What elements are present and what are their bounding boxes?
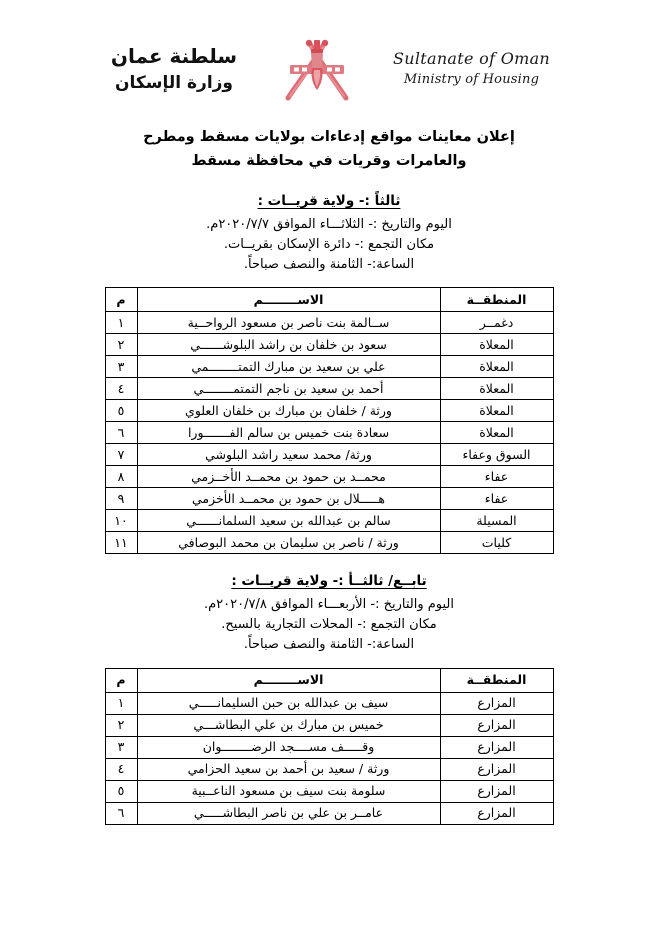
letterhead-english-line2: Ministry of Housing	[403, 72, 540, 88]
table-row	[105, 488, 553, 510]
cell-region: كليات	[440, 532, 553, 554]
page-title-line1: إعلان معاينات مواقع إدعاءات بولايات مسقط ومطرح	[143, 129, 515, 145]
cell-number: ٩	[105, 488, 137, 510]
cell-region: المعلاة	[440, 378, 553, 400]
table-row	[105, 422, 553, 444]
cell-region: السوق وعفاء	[440, 444, 553, 466]
section-1-gathering-place: مكان التجمع :- دائرة الإسكان بقريــات.	[223, 236, 435, 252]
section-1-day-and-date: اليوم والتاريخ :- الثلاثـــاء الموافق ٢٠٢٠/٧/٧م.	[206, 216, 452, 232]
section-2-table-wrapper	[0, 668, 658, 825]
col-header-name: الاســــــــم	[137, 668, 440, 692]
cell-number: ٨	[105, 466, 137, 488]
claims-table-qurayyat-day2	[105, 668, 554, 825]
cell-region: المزارع	[440, 802, 553, 824]
cell-number: ١٠	[105, 510, 137, 532]
cell-name: سالم بن عبدالله بن سعيد السلمانــــــي	[137, 510, 440, 532]
section-2-details	[0, 595, 658, 655]
table-row	[105, 802, 553, 824]
oman-national-emblem-khanjar-icon	[280, 34, 354, 104]
col-header-number: م	[105, 668, 137, 692]
col-header-number: م	[105, 288, 137, 312]
table-row	[105, 356, 553, 378]
cell-name: أحمد بن سعيد بن ناجم التمتمــــــــي	[137, 378, 440, 400]
letterhead-english	[372, 48, 572, 89]
cell-region: المعلاة	[440, 400, 553, 422]
cell-region: المزارع	[440, 692, 553, 714]
section-2-gathering-place: مكان التجمع :- المحلات التجارية بالسيح.	[221, 617, 437, 633]
letterhead-english-line1: Sultanate of Oman	[392, 49, 551, 69]
page-title	[0, 126, 658, 174]
cell-number: ١١	[105, 532, 137, 554]
col-header-region: المنطقــة	[440, 668, 553, 692]
cell-number: ٥	[105, 400, 137, 422]
cell-region: المزارع	[440, 758, 553, 780]
cell-number: ٤	[105, 378, 137, 400]
cell-number: ٢	[105, 714, 137, 736]
cell-number: ٣	[105, 736, 137, 758]
cell-name: سلومة بنت سيف بن مسعود الناعــبية	[137, 780, 440, 802]
cell-region: المزارع	[440, 780, 553, 802]
table-body-1	[105, 312, 553, 554]
table-row	[105, 758, 553, 780]
col-header-region: المنطقــة	[440, 288, 553, 312]
cell-number: ٦	[105, 802, 137, 824]
cell-region: المعلاة	[440, 356, 553, 378]
table-row	[105, 400, 553, 422]
cell-region: المزارع	[440, 736, 553, 758]
table-row	[105, 736, 553, 758]
table-row	[105, 780, 553, 802]
cell-region: المزارع	[440, 714, 553, 736]
cell-name: ورثة/ محمد سعيد راشد البلوشي	[137, 444, 440, 466]
cell-name: علي بن سعيد بن مبارك التمتــــــــمي	[137, 356, 440, 378]
letterhead-arabic	[87, 41, 262, 97]
cell-region: المعلاة	[440, 334, 553, 356]
cell-name: محمــد بن حمود بن محمــد الأخــزمي	[137, 466, 440, 488]
table-row	[105, 466, 553, 488]
table-row	[105, 714, 553, 736]
cell-number: ٦	[105, 422, 137, 444]
cell-name: سيف بن عبدالله بن حبن السليمانـــــي	[137, 692, 440, 714]
cell-region: المعلاة	[440, 422, 553, 444]
letterhead-arabic-line1: سلطنة عمان	[110, 44, 238, 69]
cell-number: ١	[105, 312, 137, 334]
section-1-details	[0, 215, 658, 275]
page-title-line2: والعامرات وقريات في محافظة مسقط	[191, 152, 467, 169]
cell-region: دغمــر	[440, 312, 553, 334]
table-row	[105, 312, 553, 334]
col-header-name: الاســــــــم	[137, 288, 440, 312]
table-row	[105, 334, 553, 356]
cell-name: سعادة بنت خميس بن سالم الفـــــــورا	[137, 422, 440, 444]
cell-number: ٣	[105, 356, 137, 378]
section-1-table-wrapper	[0, 287, 658, 554]
cell-name: عامــر بن علي بن ناصر البطاشـــــي	[137, 802, 440, 824]
cell-number: ٥	[105, 780, 137, 802]
cell-name: ورثة / خلفان بن مبارك بن خلفان العلوي	[137, 400, 440, 422]
cell-name: وقـــــف مســــجد الرضــــــــوان	[137, 736, 440, 758]
cell-name: خميس بن مبارك بن علي البطاشـــي	[137, 714, 440, 736]
letterhead-arabic-line2: وزارة الإسكان	[114, 73, 233, 94]
section-2-day-and-date: اليوم والتاريخ :- الأربعـــاء الموافق ٢٠٢٠/٧/٨م.	[203, 597, 455, 613]
cell-number: ٤	[105, 758, 137, 780]
cell-name: هـــــلال بن حمود بن محمــد الأخزمي	[137, 488, 440, 510]
table-body-2	[105, 692, 553, 824]
section-1-meta	[0, 190, 658, 275]
table-row	[105, 532, 553, 554]
cell-region: المسيلة	[440, 510, 553, 532]
cell-name: ورثة / سعيد بن أحمد بن سعيد الحزامي	[137, 758, 440, 780]
cell-region: عفاء	[440, 488, 553, 510]
cell-name: سعود بن خلفان بن راشد البلوشــــــي	[137, 334, 440, 356]
table-row	[105, 692, 553, 714]
cell-number: ٧	[105, 444, 137, 466]
section-1-heading: ثالثاً :- ولاية قريــات :	[257, 192, 401, 209]
table-row	[105, 444, 553, 466]
section-2-time: الساعة:- الثامنة والنصف صباحاً.	[243, 637, 415, 653]
section-1-time: الساعة:- الثامنة والنصف صباحاً.	[243, 257, 415, 273]
section-2-heading: تابــع/ ثالثــأ :- ولاية قريــات :	[231, 573, 427, 590]
table-row	[105, 378, 553, 400]
table-row	[105, 510, 553, 532]
cell-name: ورثة / ناصر بن سليمان بن محمد البوصافي	[137, 532, 440, 554]
claims-table-qurayyat-day1	[105, 287, 554, 554]
cell-number: ١	[105, 692, 137, 714]
section-2-meta	[0, 570, 658, 655]
cell-name: ســالمة بنت ناصر بن مسعود الرواحــية	[137, 312, 440, 334]
cell-region: عفاء	[440, 466, 553, 488]
letterhead	[0, 0, 658, 108]
table-header-row	[105, 668, 553, 692]
table-header-row	[105, 288, 553, 312]
cell-number: ٢	[105, 334, 137, 356]
